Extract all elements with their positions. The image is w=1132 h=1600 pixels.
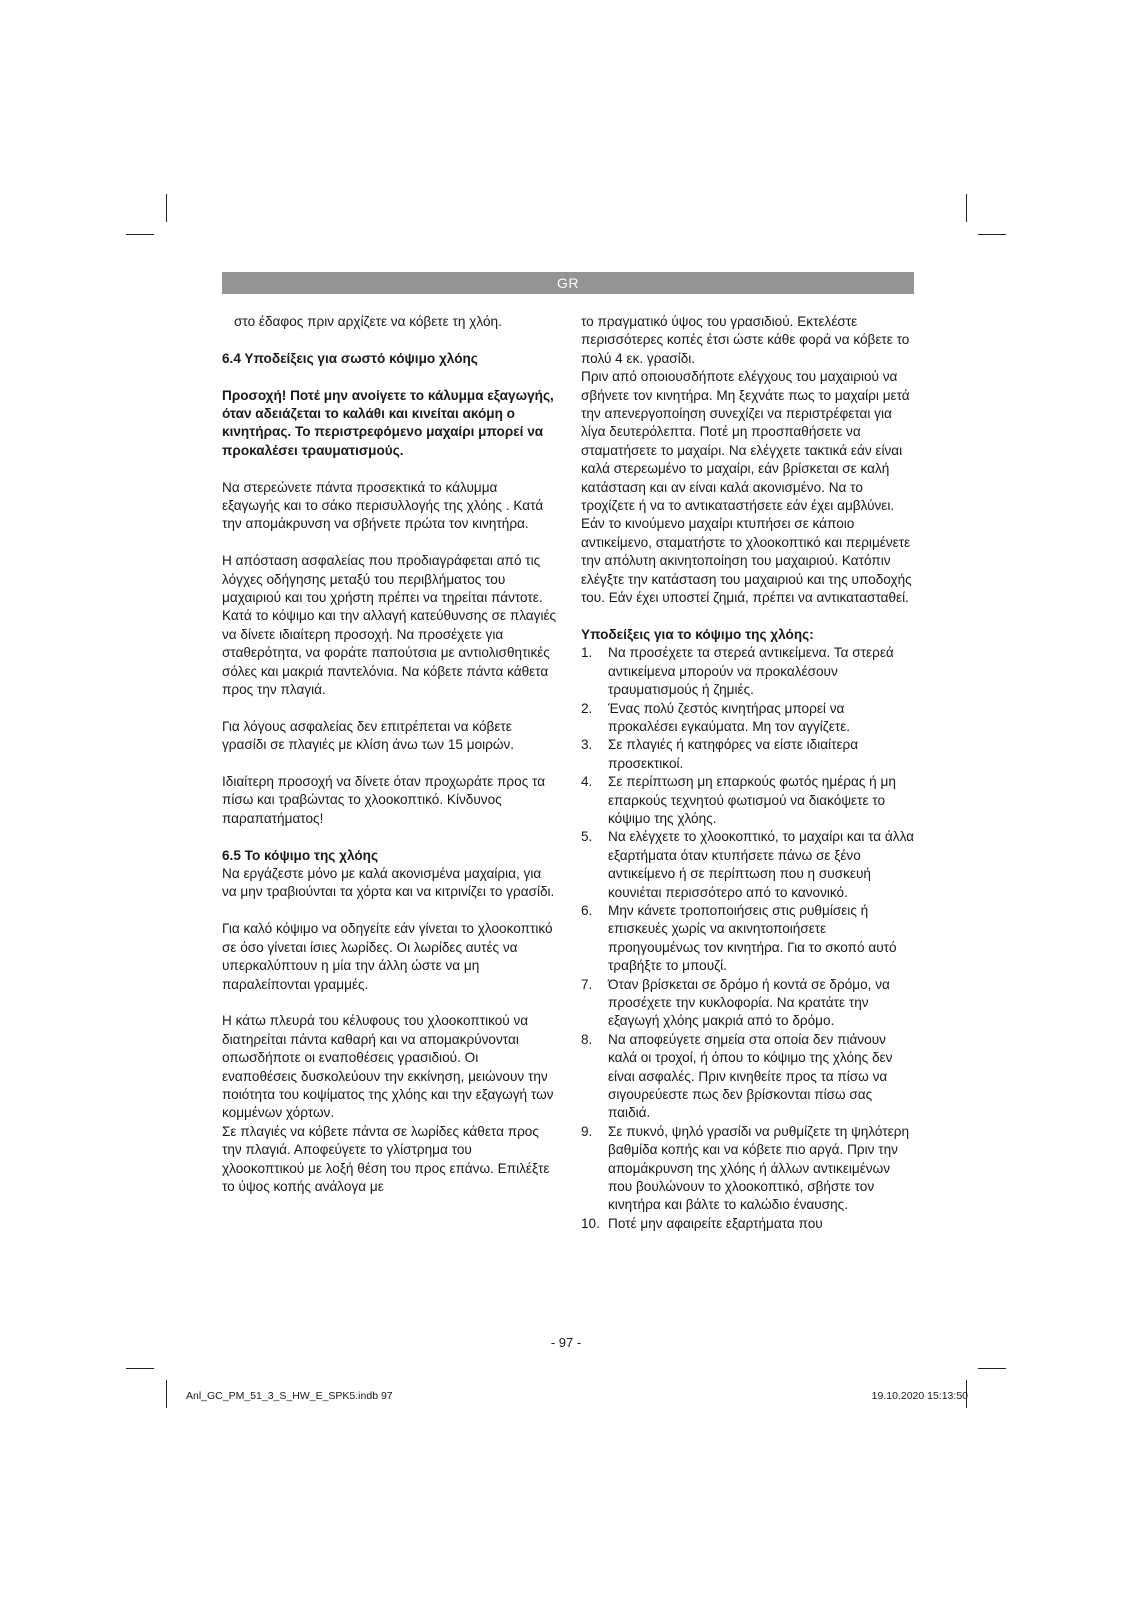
- intro-text: στο έδαφος πριν αρχίζετε να κόβετε τη χλόη.: [234, 314, 502, 329]
- tips-title: Υποδείξεις για το κόψιμο της χλόης:: [581, 626, 814, 642]
- crop-mark: [126, 1368, 154, 1369]
- list-item: 7. Όταν βρίσκεται σε δρόμο ή κοντά σε δρόμο, να προσέχετε την κυκλοφορία. Να κρατάτε την εξαγωγή χλόης μακριά από το δρόμο.: [581, 976, 890, 1029]
- list-item: 1. Να προσέχετε τα στερεά αντικείμενα. Τα στερεά αντικείμενα μπορούν να προκαλέσουν τραυματισμούς ή ζημιές.: [581, 645, 894, 698]
- crop-mark: [166, 194, 167, 222]
- left-column: [222, 313, 557, 1196]
- list-item: 9. Σε πυκνό, ψηλό γρασίδι να ρυθμίζετε τη ψηλότερη βαθμίδα κοπής και να κόβετε πιο αργά. Πριν την απομάκρυνση της χλόης ή άλλων αντικειμένων που βουλώνουν το χλοοκοπτικό, σβήστε τον κινητήρα και βάλτε το καλώδιο έναυσης.: [581, 1123, 910, 1213]
- crop-mark: [166, 1380, 167, 1408]
- section-6-5-title: 6.5 Το κόψιμο της χλόης: [222, 847, 379, 863]
- list-item: 6. Μην κάνετε τροποποιήσεις στις ρυθμίσεις ή επισκευές χωρίς να ακινητοποιήσετε προηγουμένως τον κινητήρα. Για το σκοπό αυτό τραβήξτε το μπουζί.: [581, 902, 897, 974]
- crop-mark: [966, 194, 967, 222]
- footer-file-info: Anl_GC_PM_51_3_S_HW_E_SPK5.indb 97: [186, 1390, 393, 1402]
- paragraph: Η κάτω πλευρά του κέλυφους του χλοοκοπτικού να διατηρείται πάντα καθαρή και να απομακρύνονται οπωσδήποτε οι εναποθέσεις γρασιδιού. Οι εναποθέσεις δυσκολεύουν την εκκίνηση, μειώνουν την ποιότητα του κοψίματος της χλόης και την εξαγωγή των κομμένων χόρτων.: [222, 1013, 554, 1121]
- page-number: - 97 -: [550, 1335, 582, 1350]
- paragraph: Σε πλαγιές να κόβετε πάντα σε λωρίδες κάθετα προς την πλαγιά. Αποφεύγετε το γλίστρημα του χλοοκοπτικού με λοξή θέση του προς επάνω. Επιλέξτε το ύψος κοπής ανάλογα με: [222, 1123, 550, 1194]
- paragraph: Ιδιαίτερη προσοχή να δίνετε όταν προχωράτε προς τα πίσω και τραβώντας το χλοοκοπτικό. Κίνδυνος παραπατήματος!: [222, 774, 546, 826]
- paragraph: Πριν από οποιουσδήποτε ελέγχους του μαχαιριού να σβήνετε τον κινητήρα. Μη ξεχνάτε πως το μαχαίρι μετά την απενεργοποίηση συνεχίζει να περιστρέφεται για λίγα δευτερόλεπτα. Ποτέ μη προσπαθήσετε να σταματήσετε το μαχαίρι. Να ελέγχετε τακτικά εάν είναι καλά στερεωμένο το μαχαίρι, εάν βρίσκεται σε καλή κατάσταση και αν είναι καλά ακονισμένο. Να το τροχίζετε ή να το αντικαταστήσετε εάν έχει αμβλύνει. Εάν το κινούμενο μαχαίρι κτυπήσει σε κάποιο αντικείμενο, σταματήστε το χλοοκοπτικό και περιμένετε την απόλυτη ακινητοποίηση του μαχαιριού. Κατόπιν ελέγξτε την κατάσταση του μαχαιριού και της υποδοχής του. Εάν έχει υποστεί ζημιά, πρέπει να αντικατασταθεί.: [581, 369, 912, 606]
- paragraph: το πραγματικό ύψος του γρασιδιού. Εκτελέστε περισσότερες κοπές έτσι ώστε κάθε φορά να κόβετε το πολύ 4 εκ. γρασίδι.: [581, 314, 910, 366]
- list-item: 4. Σε περίπτωση μη επαρκούς φωτός ημέρας ή μη επαρκούς τεχνητού φωτισμού να διακόψετε το κόψιμο της χλόης.: [581, 774, 896, 826]
- warning-text: Προσοχή! Ποτέ μην ανοίγετε το κάλυμμα εξαγωγής, όταν αδειάζεται το καλάθι και κινείται ακόμη ο κινητήρας. Το περιστρεφόμενο μαχαίρι μπορεί να προκαλέσει τραυματισμούς.: [222, 387, 554, 458]
- crop-mark: [978, 1368, 1006, 1369]
- crop-mark: [978, 234, 1006, 235]
- tips-list: [581, 644, 916, 1233]
- right-column: [581, 313, 916, 1233]
- paragraph: Η απόσταση ασφαλείας που προδιαγράφεται από τις λόγχες οδήγησης μεταξύ του περιβλήματος του μαχαιριού και του χρήστη πρέπει να τηρείται πάντοτε. Κατά το κόψιμο και την αλλαγή κατεύθυνσης σε πλαγιές να δίνετε ιδιαίτερη προσοχή. Να προσέχετε για σταθερότητα, να φοράτε παπούτσια με αντιολισθητικές σόλες και μακριά παντελόνια. Να κόβετε πάντα κάθετα προς την πλαγιά.: [222, 553, 557, 698]
- list-item: 10. Ποτέ μην αφαιρείτε εξαρτήματα που: [581, 1215, 823, 1231]
- paragraph: Να στερεώνετε πάντα προσεκτικά το κάλυμμα εξαγωγής και το σάκο περισυλλογής της χλόης . Κατά την απομάκρυνση να σβήνετε πρώτα τον κινητήρα.: [222, 479, 544, 532]
- paragraph: Να εργάζεστε μόνο με καλά ακονισμένα μαχαίρια, για να μην τραβιούνται τα χόρτα και να κιτρινίζει το γρασίδι.: [222, 866, 555, 900]
- paragraph: Για λόγους ασφαλείας δεν επιτρέπεται να κόβετε γρασίδι σε πλαγιές με κλίση άνω των 15 μοιρών.: [222, 718, 515, 753]
- paragraph: Για καλό κόψιμο να οδηγείτε εάν γίνεται το χλοοκοπτικό σε όσο γίνεται ίσιες λωρίδες. Οι λωρίδες αυτές να υπερκαλύπτουν η μία την άλλη ώστε να μη παραλείπονται γραμμές.: [222, 921, 553, 992]
- list-item: 8. Να αποφεύγετε σημεία στα οποία δεν πιάνουν καλά οι τροχοί, ή όπου το κόψιμο της χλόης δεν είναι ασφαλές. Πριν κινηθείτε προς τα πίσω να σιγουρεύεστε πως δεν βρίσκονται πίσω σας παιδιά.: [581, 1031, 893, 1121]
- section-6-4-title: 6.4 Υποδείξεις για σωστό κόψιμο χλόης: [222, 350, 478, 366]
- list-item: 5. Να ελέγχετε το χλοοκοπτικό, το μαχαίρι και τα άλλα εξαρτήματα όταν κτυπήσετε πάνω σε ξένο αντικείμενο ή σε περίπτωση που η συσκευή κουνιέται περισσότερο από το κανονικό.: [581, 829, 915, 900]
- language-header: GR: [222, 272, 914, 294]
- list-item: 3. Σε πλαγιές ή κατηφόρες να είστε ιδιαίτερα προσεκτικοί.: [581, 737, 859, 771]
- crop-mark: [126, 234, 154, 235]
- list-item: 2. Ένας πολύ ζεστός κινητήρας μπορεί να προκαλέσει εγκαύματα. Μη τον αγγίζετε.: [581, 700, 851, 734]
- footer-date-time: 19.10.2020 15:13:50: [871, 1390, 968, 1402]
